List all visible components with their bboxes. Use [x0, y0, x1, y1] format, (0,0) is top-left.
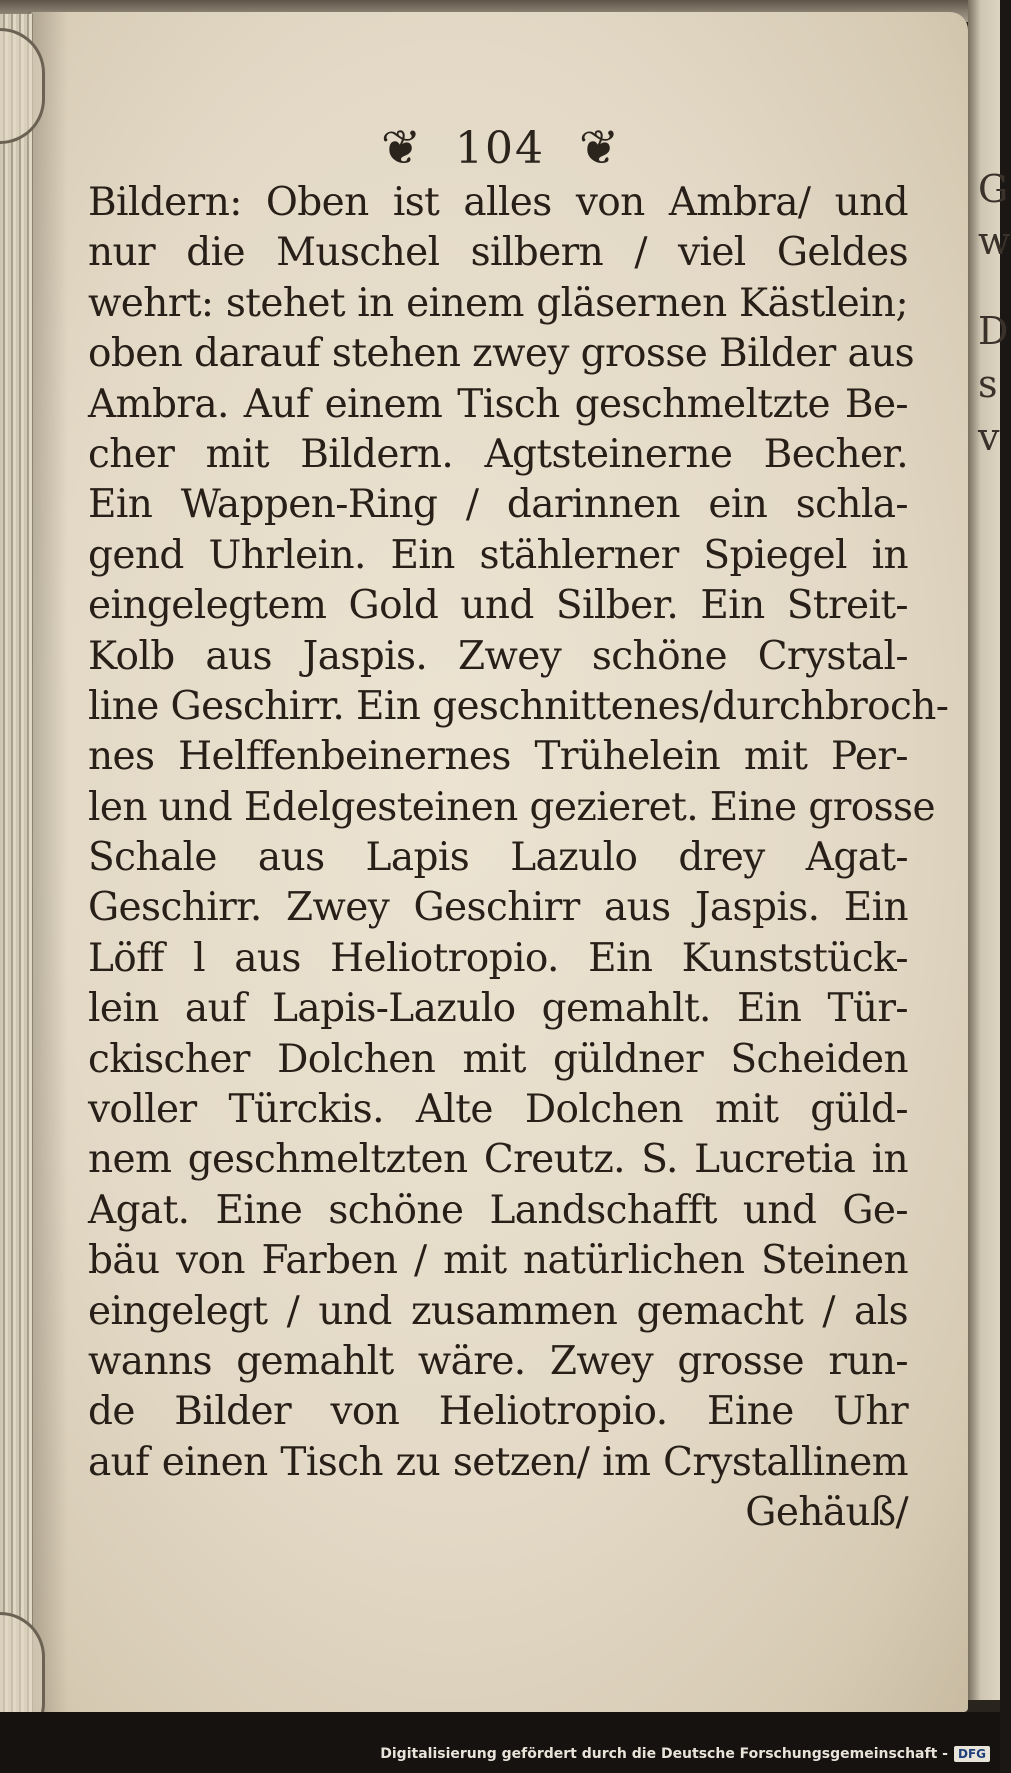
text-line: wanns gemahlt wäre. Zwey grosse run-	[88, 1338, 908, 1384]
dfg-logo: DFG	[954, 1746, 990, 1762]
text-line: Ambra. Auf einem Tisch geschmeltzte Be-	[88, 381, 908, 427]
fleuron-right-icon: ❦	[578, 120, 620, 176]
text-line: wehrt: stehet in einem gläsernen Kästlein;	[88, 280, 908, 326]
text-line: eingelegt / und zusammen gemacht / als	[88, 1288, 908, 1334]
text-line: nes Helffenbeinernes Trühelein mit Per-	[88, 734, 908, 780]
facing-page-glyph: D	[978, 309, 1009, 353]
text-line: nur die Muschel silbern / viel Geldes	[88, 230, 908, 276]
text-line-catchword: Gehäuß/	[745, 1490, 908, 1536]
text-line: bäu von Farben / mit natürlichen Steinen	[88, 1238, 908, 1284]
facing-page-glyph: v	[978, 415, 1000, 459]
facing-page-glyph: w	[978, 219, 1011, 263]
facing-page-glyph: s	[978, 362, 998, 406]
fleuron-left-icon: ❦	[380, 120, 422, 176]
text-line: gend Uhrlein. Ein stählerner Spiegel in	[88, 532, 908, 578]
text-line: lein auf Lapis-Lazulo gemahlt. Ein Tür-	[88, 986, 908, 1032]
credit-text: Digitalisierung gefördert durch die Deutsche Forschungsgemeinschaft -	[380, 1746, 948, 1762]
text-line: de Bilder von Heliotropio. Eine Uhr	[88, 1389, 908, 1435]
page-number: 104	[455, 122, 545, 174]
body-text	[88, 178, 949, 1539]
text-line: ckischer Dolchen mit güldner Scheiden	[88, 1036, 908, 1082]
text-line: Schale aus Lapis Lazulo drey Agat-	[88, 835, 908, 881]
gutter-shadow	[28, 12, 68, 1712]
stacked-page-edges	[0, 14, 33, 1714]
text-line: Ein Wappen-Ring / darinnen ein schla-	[88, 482, 908, 528]
digitization-credit	[380, 1741, 990, 1767]
text-line: Agat. Eine schöne Landschafft und Ge-	[88, 1187, 908, 1233]
text-line: auf einen Tisch zu setzen/ im Crystallinem	[88, 1439, 908, 1485]
text-line: voller Türckis. Alte Dolchen mit güld-	[88, 1087, 908, 1133]
text-line: nem geschmeltzten Creutz. S. Lucretia in	[88, 1137, 908, 1183]
page-header	[330, 112, 670, 184]
text-line: Geschirr. Zwey Geschirr aus Jaspis. Ein	[88, 885, 908, 931]
text-line: cher mit Bildern. Agtsteinerne Becher.	[88, 431, 908, 477]
text-line: Bildern: Oben ist alles von Ambra/ und	[88, 180, 908, 225]
text-line: Kolb aus Jaspis. Zwey schöne Crystal-	[88, 633, 908, 679]
text-line: Löff l aus Heliotropio. Ein Kunststück-	[88, 935, 908, 981]
text-line: line Geschirr. Ein geschnittenes/durchbroch-	[88, 683, 949, 729]
text-line: len und Edelgesteinen gezieret. Eine grosse	[88, 784, 935, 830]
facing-page-glyph: G	[978, 167, 1009, 211]
text-line: eingelegtem Gold und Silber. Ein Streit-	[88, 583, 908, 629]
text-line: oben darauf stehen zwey grosse Bilder aus	[88, 331, 915, 377]
